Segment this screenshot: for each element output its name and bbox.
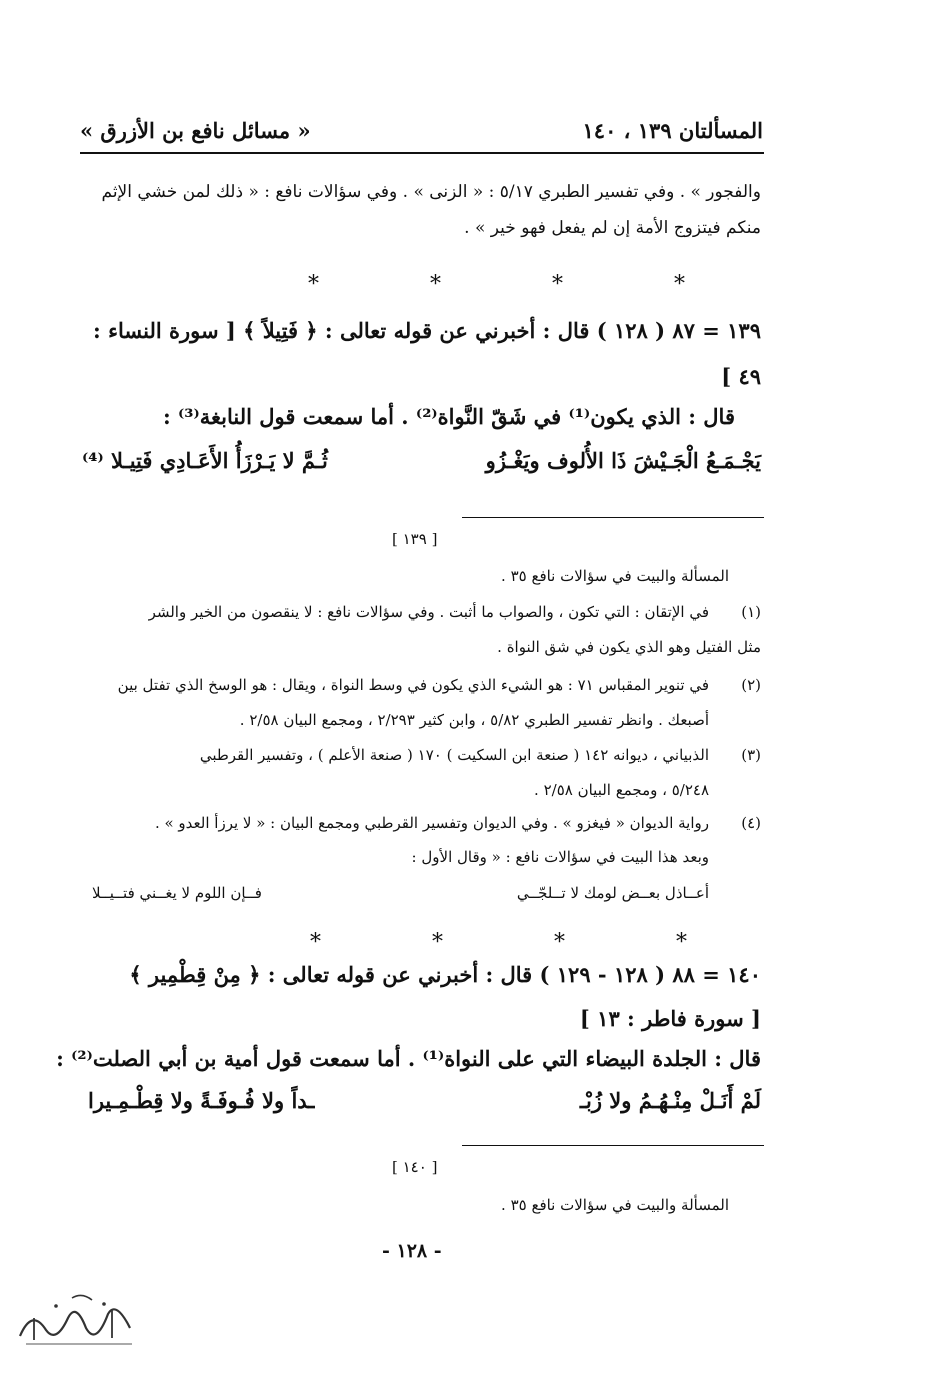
- footnote-block-label-139: [ ١٣٩ ]: [392, 530, 438, 548]
- q140-verse-first-hemistich: لَمْ أَنَـلْ مِنْـهُـمُ ولا زُبْـ: [579, 1088, 761, 1113]
- running-header-right: المسألتان ١٣٩ ، ١٤٠: [582, 118, 763, 143]
- footnote-4-verse-first-hemistich: أعــاذل بعــض لومك لا تــلجّــي: [516, 884, 709, 902]
- q140-answer: قال : الجلدة البيضاء التي على النواة⁽¹⁾ . أما سمعت قول أمية بن أبي الصلت⁽²⁾ :: [56, 1046, 761, 1071]
- footnote-2-line-2: أصبعك . وانظر تفسير الطبري ٥/٨٢ ، وابن كثير ٢/٢٩٣ ، ومجمع البيان ٢/٥٨ .: [239, 711, 709, 729]
- q139-heading-line-2: ٤٩ ]: [721, 364, 761, 389]
- q140-verse-second-hemistich: ـداً ولا فُـوفَـةً ولا قِطْـمِـيرا: [88, 1088, 315, 1113]
- footnote-4-verse-second-hemistich: فــإن اللوم لا يغــني فتــيــلا: [92, 884, 262, 902]
- footnote-4-line-2: وبعد هذا البيت في سؤالات نافع : « وقال الأول :: [411, 848, 709, 866]
- footnote-number-1: (١): [741, 603, 761, 621]
- header-rule: [80, 152, 764, 154]
- footnote-2-line-1: في تنوير المقباس ٧١ : هو الشيء الذي يكون في وسط النواة ، ويقال : هو الوسخ الذي تفتل بين: [117, 676, 709, 694]
- q139-verse-second-hemistich: ثُـمَّ لا يَـرْزَأُ الأَعَـادِي فَتِيـلا ⁽⁴⁾: [82, 448, 328, 473]
- footnote-source-140: المسألة والبيت في سؤالات نافع ٣٥ .: [501, 1196, 729, 1214]
- intro-line-1: والفجور » . وفي تفسير الطبري ٥/١٧ : « الزنى » . وفي سؤالات نافع : « ذلك لمن خشي الإثم: [101, 182, 761, 202]
- watermark-logo: [12, 1288, 144, 1352]
- footnote-3-line-1: الذبياني ، ديوانه ١٤٢ ( صنعة ابن السكيت ) ١٧٠ ( صنعة الأعلم ) ، وتفسير القرطبي: [199, 746, 709, 764]
- q140-heading-line-1: ١٤٠ = ٨٨ ( ١٢٨ - ١٢٩ ) قال : أخبرني عن قوله تعالى : ﴿ مِنْ قِطْمِير ﴾: [129, 962, 761, 987]
- footnote-3-line-2: ٥/٢٤٨ ، ومجمع البيان ٢/٥٨ .: [534, 781, 709, 799]
- intro-line-2: منكم فيتزوج الأمة إن لم يفعل فهو خير » .: [464, 218, 761, 238]
- running-header-left: « مسائل نافع بن الأزرق »: [80, 118, 311, 143]
- q139-answer: قال : الذي يكون⁽¹⁾ في شَقّ النَّواة⁽²⁾ . أما سمعت قول النابغة⁽³⁾ :: [162, 404, 735, 429]
- footnote-number-3: (٣): [741, 746, 761, 764]
- q140-heading-line-2: [ سورة فاطر : ١٣ ]: [579, 1006, 761, 1031]
- footnote-block-label-140: [ ١٤٠ ]: [392, 1158, 438, 1176]
- footnote-4-line-1: رواية الديوان « فيغزو » . وفي الديوان وتفسير القرطبي ومجمع البيان : « لا يرزأ العدو » .: [154, 814, 709, 832]
- footnote-rule: [462, 517, 764, 518]
- section-separator-stars: * * * *: [308, 272, 737, 297]
- q139-heading-line-1: ١٣٩ = ٨٧ ( ١٢٨ ) قال : أخبرني عن قوله تعالى : ﴿ فَتِيلاً ﴾ [ سورة النساء :: [93, 318, 761, 343]
- footnote-source-139: المسألة والبيت في سؤالات نافع ٣٥ .: [501, 567, 729, 585]
- section-separator-stars-2: * * * *: [310, 930, 739, 955]
- page-number: - ١٢٨ -: [382, 1240, 442, 1262]
- q139-verse-first-hemistich: يَجْـمَـعُ الْجَـيْشَ ذَا الأُلوف ويَغْـزُو: [485, 448, 761, 473]
- footnote-number-4: (٤): [741, 814, 761, 832]
- footnote-number-2: (٢): [741, 676, 761, 694]
- footnote-1-line-2: مثل الفتيل وهو الذي يكون في شق النواة .: [497, 638, 761, 656]
- footnote-1-line-1: في الإتقان : التي تكون ، والصواب ما أثبت . وفي سؤالات نافع : لا ينقصون من الخير والشر: [148, 603, 709, 621]
- footnote-rule-2: [462, 1145, 764, 1146]
